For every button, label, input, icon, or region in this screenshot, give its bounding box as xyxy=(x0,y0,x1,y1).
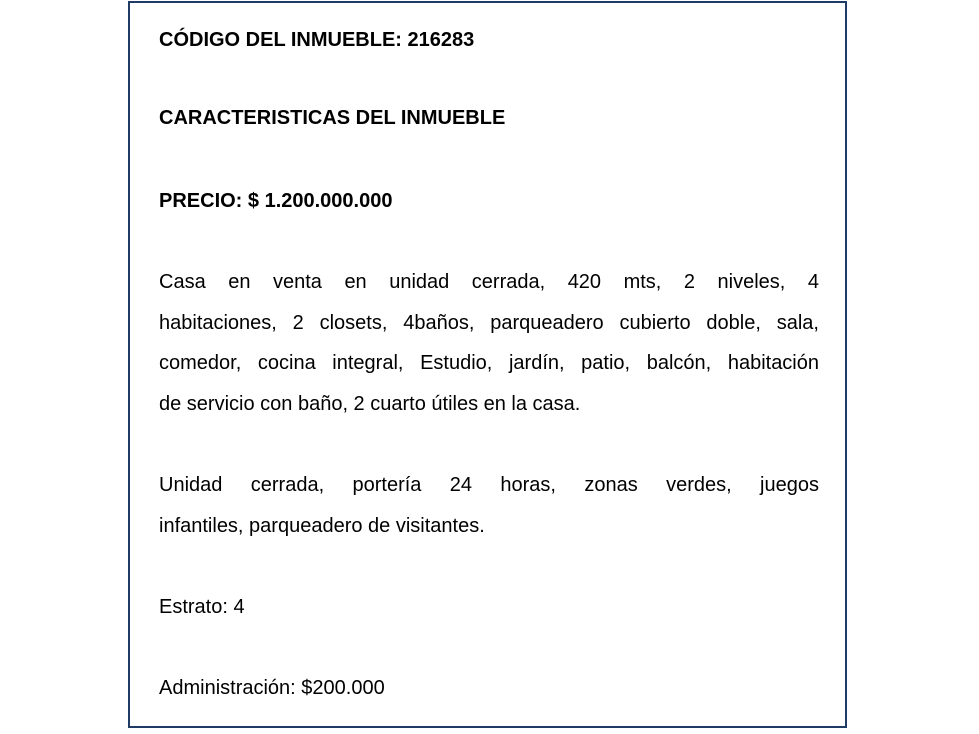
description-line: Casa en venta en unidad cerrada, 420 mts, 2 niveles, 4 xyxy=(159,271,819,293)
amenities-line: infantiles, parqueadero de visitantes. xyxy=(159,514,485,537)
description-paragraph xyxy=(159,262,819,424)
amenities-line: Unidad cerrada, portería 24 horas, zonas verdes, juegos xyxy=(159,474,819,496)
administration-fee: Administración: $200.000 xyxy=(159,677,385,699)
amenities-paragraph xyxy=(159,465,819,546)
description-line: comedor, cocina integral, Estudio, jardín, patio, balcón, habitación xyxy=(159,352,819,374)
stratum: Estrato: 4 xyxy=(159,596,245,618)
property-code: CÓDIGO DEL INMUEBLE: 216283 xyxy=(159,29,475,51)
description-line: de servicio con baño, 2 cuarto útiles en la casa. xyxy=(159,392,581,415)
price: PRECIO: $ 1.200.000.000 xyxy=(159,190,393,212)
features-heading: CARACTERISTICAS DEL INMUEBLE xyxy=(159,107,506,129)
description-line: habitaciones, 2 closets, 4baños, parqueadero cubierto doble, sala, xyxy=(159,311,819,334)
